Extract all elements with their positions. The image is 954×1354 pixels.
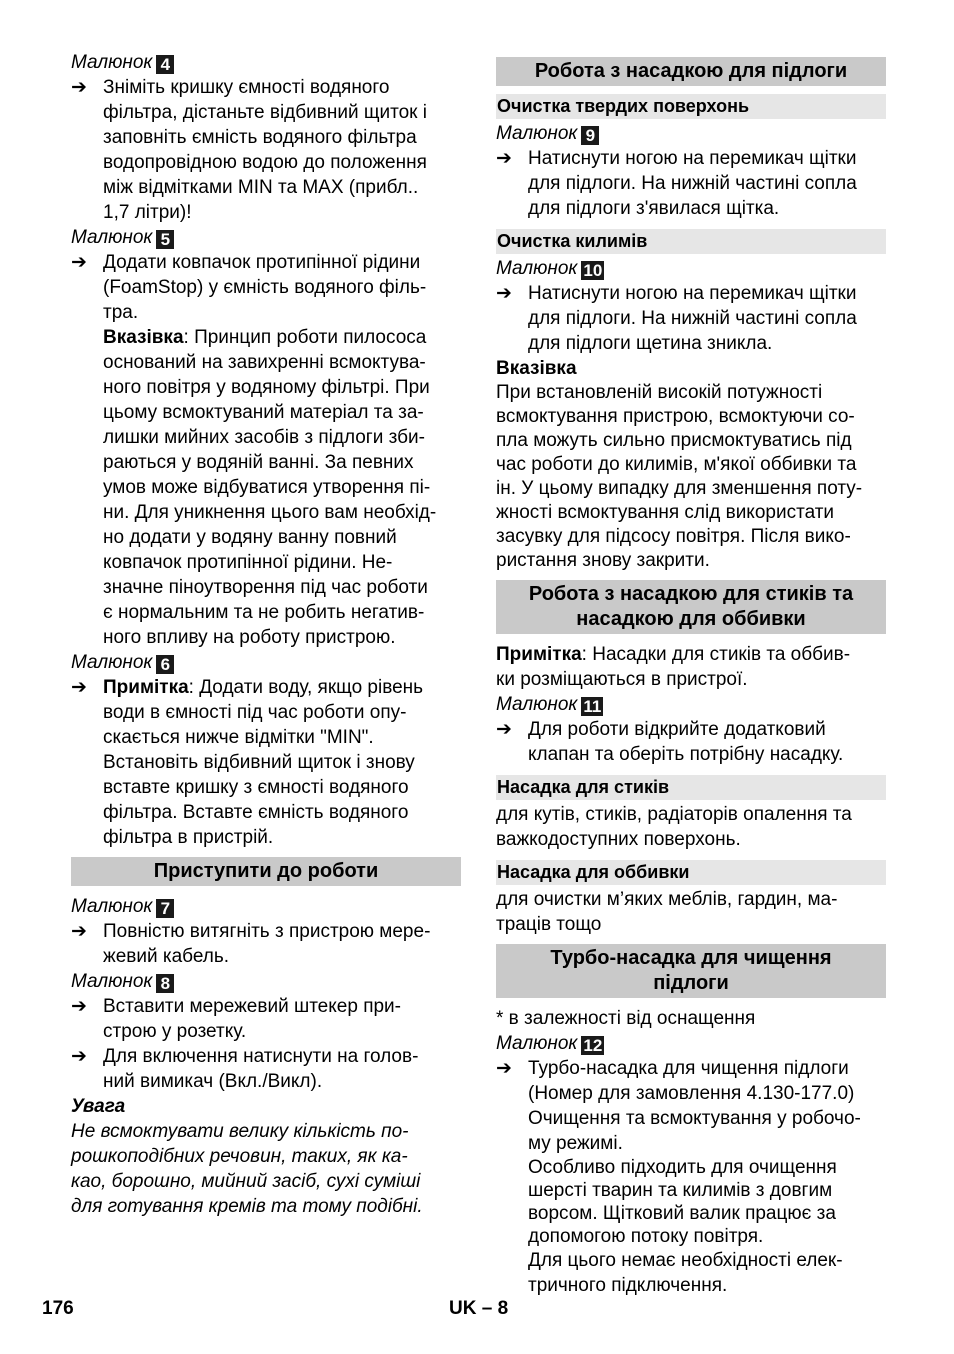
instruction: ➔ Зніміть кришку ємності водяного фільтра, дістаньте відбивний щиток і заповніть ємність водяного фільтра водопровідною водою до положення між відмітками MIN та MAX (прибл.. 1,7 літри)! — [71, 77, 427, 223]
arrow-icon: ➔ — [71, 921, 87, 942]
subheading: Насадка для стиків — [496, 775, 886, 800]
figure-ref: Малюнок 9 — [496, 121, 886, 146]
footnote: * в залежності від оснащення — [496, 1008, 756, 1029]
instruction: ➔ Турбо-насадка для чищення підлоги (Номер для замовлення 4.130-177.0) — [496, 1058, 855, 1104]
note-title: Вказівка — [496, 358, 577, 379]
arrow-icon: ➔ — [496, 1058, 512, 1079]
paragraph: Особливо підходить для очищення шерсті тварин та килимів з довгим ворсом. Щітковий валик працює за допомогою потоку повітря. — [528, 1157, 837, 1247]
arrow-icon: ➔ — [71, 677, 87, 698]
instruction: ➔ Вставити мережевий штекер при- строю у розетку. — [71, 996, 401, 1042]
section-page-label: UK – 8 — [449, 1298, 509, 1319]
figure-ref: Малюнок 7 — [71, 894, 461, 919]
arrow-icon: ➔ — [496, 148, 512, 169]
section-heading: Робота з насадкою для підлоги — [496, 57, 886, 86]
paragraph: для кутів, стиків, радіаторів опалення та важкодоступних поверхонь. — [496, 804, 852, 850]
note-block: Вказівка: Принцип роботи пилососа оснований на завихренні всмоктува- ного повітря у водяному фільтрі. При цьому всмоктуваний матеріал та за- лишки мийних засобів з підлоги зби- раються у водяній ванні. За певних умов може відбуватися утворення пі- ни. Для уникнення цього вам необхід- но додати у водяну ванну повний ковпачок протипінної рідини. Не- значне піноутворення під час роботи є нормальним та не робить негатив- ного впливу на роботу пристрою. — [103, 327, 437, 648]
figure-number: 5 — [156, 230, 174, 249]
figure-number: 4 — [156, 55, 174, 74]
figure-ref: Малюнок 10 — [496, 258, 603, 280]
instruction: ➔ Натиснути ногою на перемикач щітки для підлоги. На нижній частині сопла для підлоги з'явилася щітка. — [496, 148, 857, 219]
figure-number: 6 — [156, 655, 174, 674]
note-block: Вказівка При встановленій високій потужності всмоктування пристрою, всмоктуючи со- пла можуть сильно присмоктуватись під час роботи до килимів, м'якої оббивки та ін. У цьому випадку для зменшення поту- жності всмоктування слід використати засувку для підсосу повітря. Після вико- ристання знову закрити. — [496, 356, 886, 573]
arrow-icon: ➔ — [71, 1046, 87, 1067]
figure-ref: Малюнок 11 — [496, 694, 602, 716]
instruction: ➔ Для роботи відкрийте додатковий клапан та оберіть потрібну насадку. — [496, 719, 844, 765]
right-column — [496, 57, 886, 1298]
arrow-icon: ➔ — [71, 996, 87, 1017]
figure-ref: Малюнок 8 — [71, 969, 461, 994]
left-column — [71, 50, 461, 1219]
paragraph: Очищення та всмоктування у робочо- му режимі. — [528, 1108, 861, 1154]
warning-block: Увага Не всмоктувати велику кількість по- рошкоподібних речовин, таких, як ка- као, борошно, мийний засіб, сухі суміші для готування кремів та тому подібні. — [71, 1094, 461, 1219]
remark-block: Примітка: Насадки для стиків та оббив- ки розміщаються в пристрої. — [496, 644, 851, 690]
instruction: ➔ Натиснути ногою на перемикач щітки для підлоги. На нижній частині сопла для підлоги щетина зникла. — [496, 283, 857, 354]
subheading: Насадка для оббивки — [496, 860, 886, 885]
subheading: Очистка твердих поверхонь — [496, 94, 886, 119]
arrow-icon: ➔ — [71, 77, 87, 98]
figure-number: 11 — [583, 697, 602, 716]
figure-number: 12 — [583, 1036, 603, 1055]
figure-ref: Малюнок 4 — [71, 50, 461, 75]
arrow-icon: ➔ — [496, 719, 512, 740]
section-heading: Турбо-насадка для чищення підлоги — [496, 944, 886, 998]
warning-title: Увага — [71, 1096, 126, 1117]
paragraph: Для цього немає необхідності елек- тричного підключення. — [528, 1250, 843, 1296]
instruction: ➔ Додати ковпачок протипінної рідини (FoamStop) у ємність водяного філь- тра. — [71, 252, 427, 323]
arrow-icon: ➔ — [71, 252, 87, 273]
figure-number: 9 — [581, 126, 599, 145]
subheading: Очистка килимів — [496, 229, 886, 254]
page-number: 176 — [42, 1298, 74, 1319]
figure-number: 7 — [156, 899, 174, 918]
instruction: ➔ Повністю витягніть з пристрою мере- жевий кабель. — [71, 921, 431, 967]
figure-ref: Малюнок 6 — [71, 650, 461, 675]
figure-number: 8 — [156, 974, 174, 993]
section-heading: Приступити до роботи — [71, 857, 461, 886]
instruction: ➔ Для включення натиснути на голов- ний вимикач (Вкл./Викл). — [71, 1046, 419, 1092]
instruction: ➔ Примітка: Додати воду, якщо рівень води в ємності під час роботи опу- скається нижче відмітки "MIN". Встановіть відбивний щиток і знову вставте кришку з ємності водяного фільтра. Вставте ємність водяного фільтра в пристрій. — [71, 677, 424, 848]
figure-ref: Малюнок 12 — [496, 1033, 603, 1055]
figure-ref: Малюнок 5 — [71, 225, 461, 250]
figure-number: 10 — [583, 261, 603, 280]
arrow-icon: ➔ — [496, 283, 512, 304]
section-heading: Робота з насадкою для стиків та насадкою для оббивки — [496, 580, 886, 634]
paragraph: для очистки м’яких меблів, гардин, ма- траців тощо — [496, 889, 838, 935]
